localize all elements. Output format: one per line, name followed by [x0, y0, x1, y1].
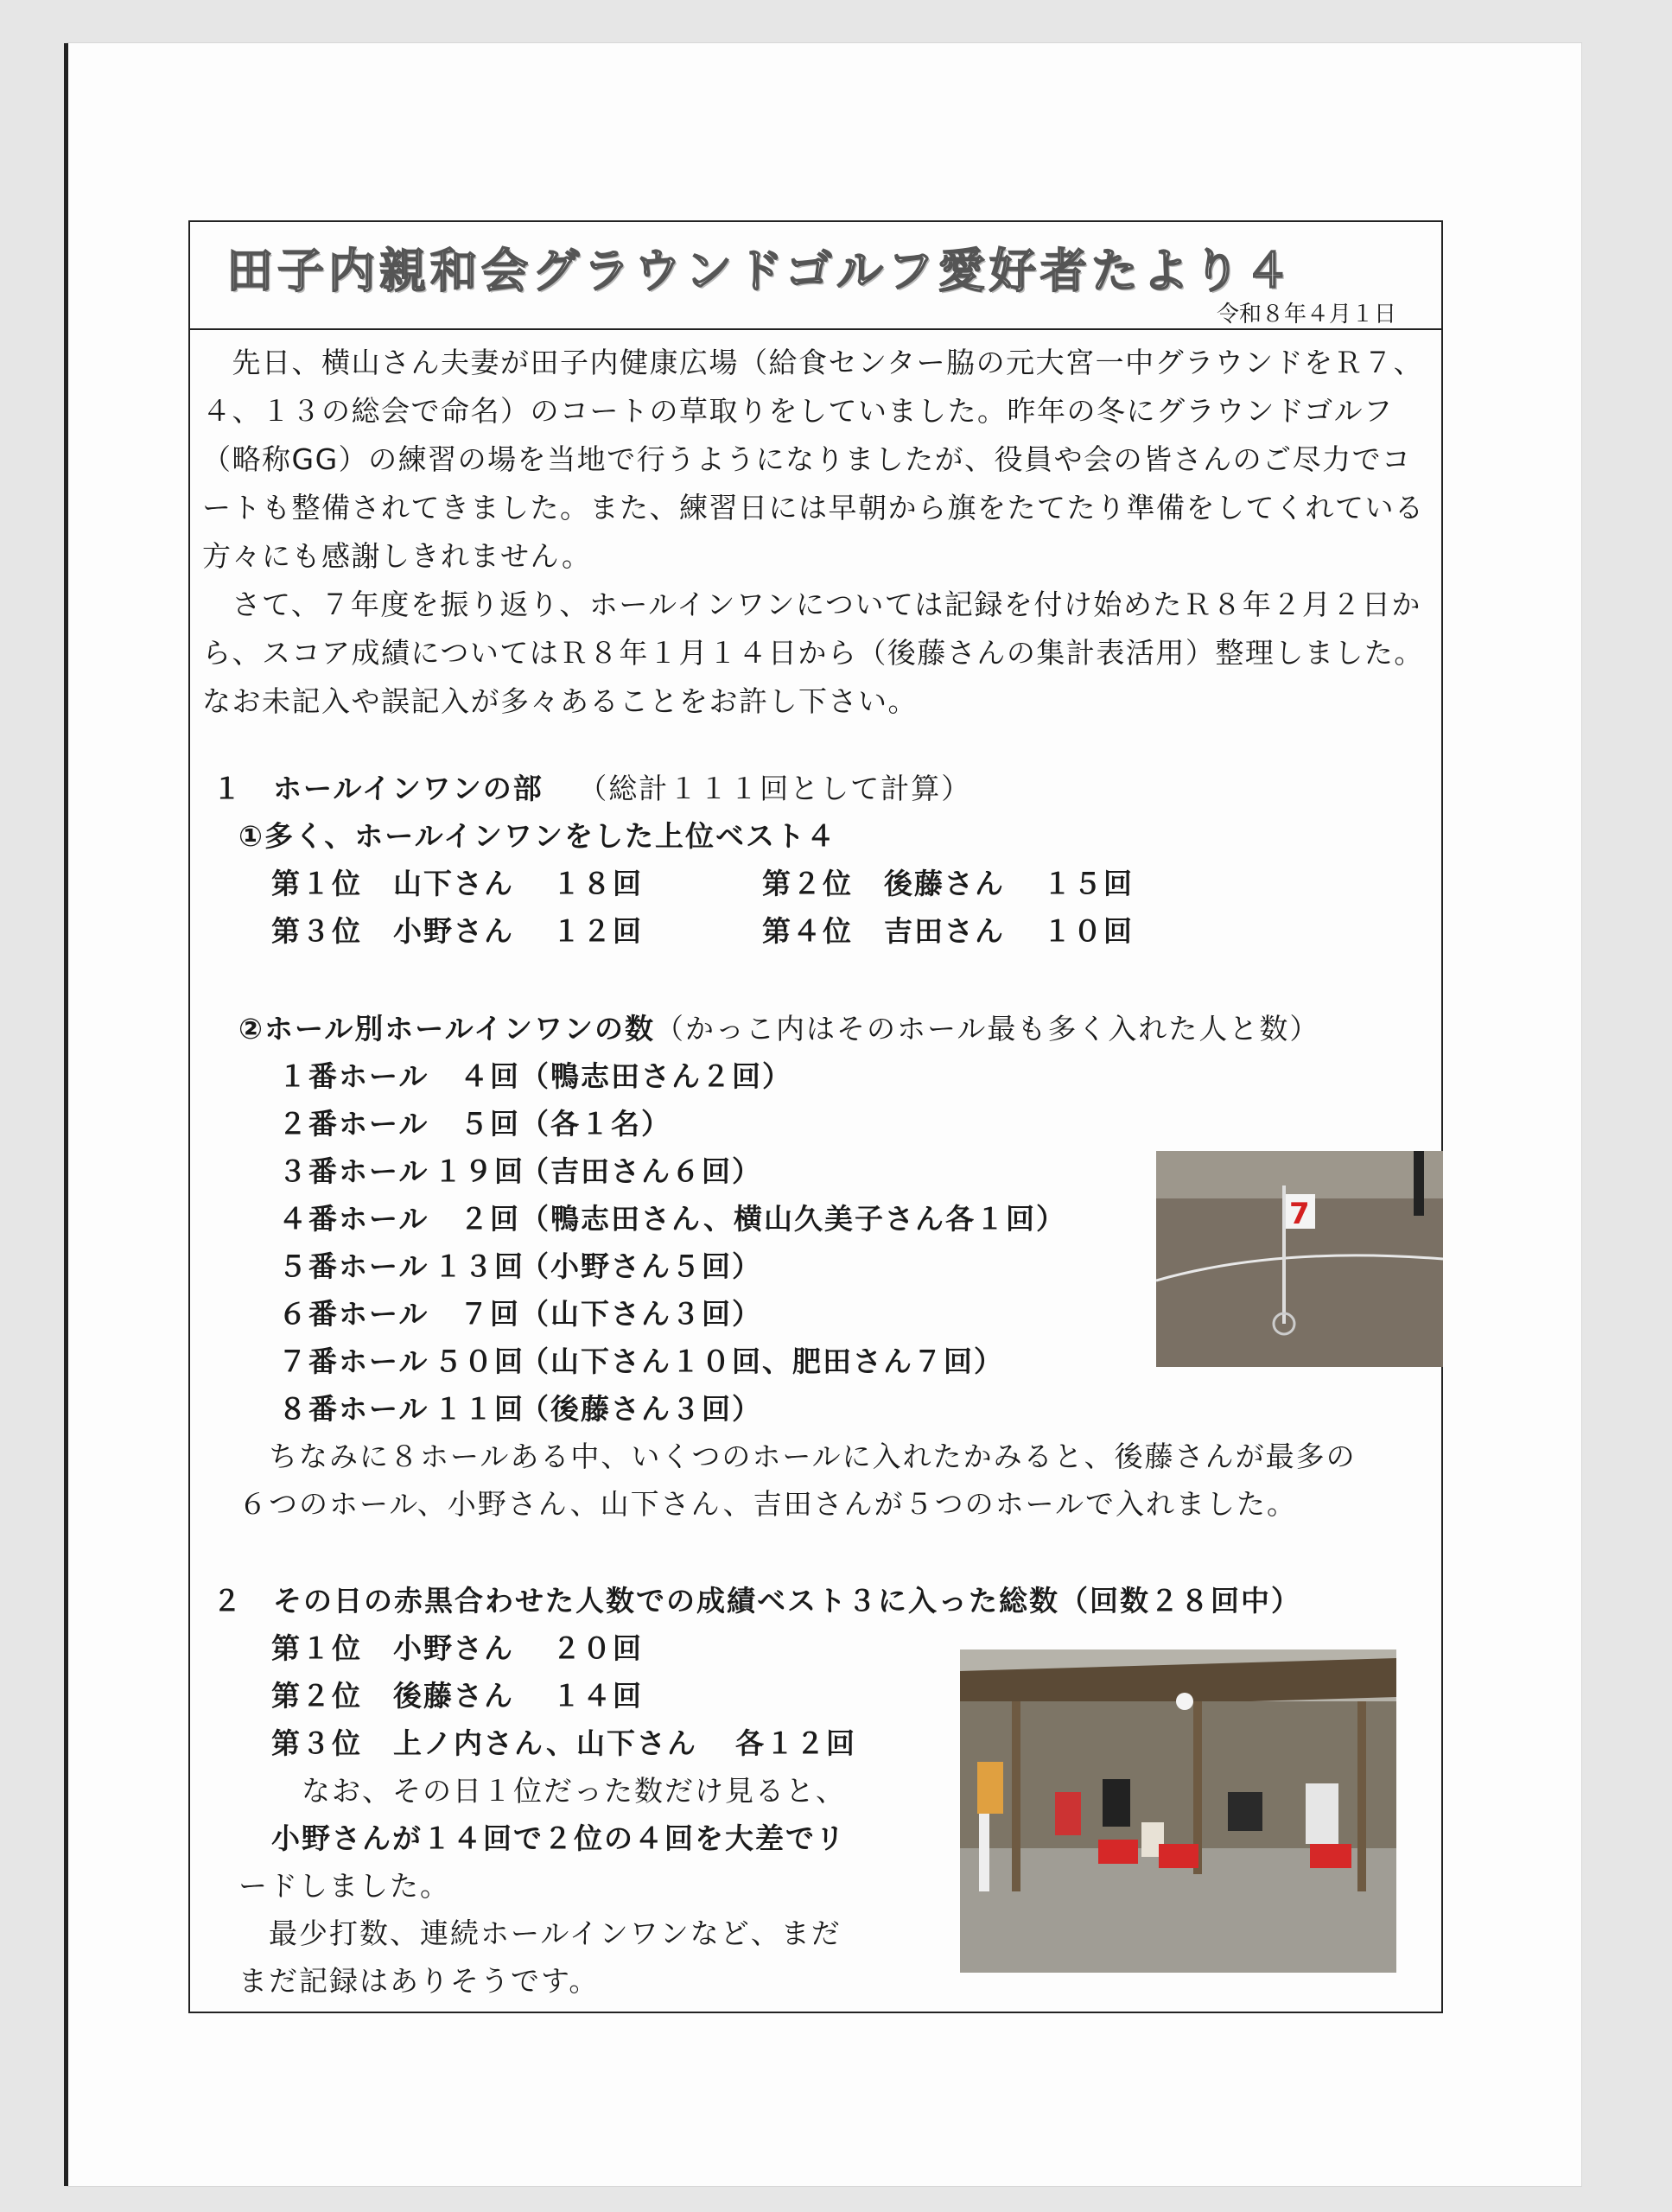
section1-summary-1: ちなみに８ホールある中、いくつのホールに入れたかみると、後藤さんが最多の: [238, 1440, 1357, 1473]
section2-note-1: なお、その日１位だった数だけ見ると、: [271, 1774, 846, 1808]
section1-sub2: ②ホール別ホールインワンの数: [238, 1012, 655, 1046]
rank-name: 小野さん: [393, 914, 514, 948]
rank-label: 第２位: [762, 867, 853, 900]
rank-count: １８回: [552, 867, 643, 900]
intro-paragraph-1: 先日、横山さん夫妻が田子内健康広場（給食センター脇の元大宮一中グラウンドをＲ７、４、１３の総会で命名）のコートの草取りをしていました。昨年の冬にグラウンドゴルフ（略称GG）の練習の場を当地で行うようになりましたが、役員や会の皆さんのご尽力でコートも整備されてきました。また、練習日には早朝から旗をたてたり準備をしてくれている方々にも感謝しきれません。: [202, 346, 1425, 573]
section2-heading: ２ その日の赤黒合わせた人数での成績ベスト３に入った総数（回数２８回中）: [213, 1584, 1301, 1618]
rank-name: 吉田さん: [884, 914, 1005, 948]
hio-rank-4: [762, 909, 1134, 950]
hole-row: ６番ホール ７回（山下さん３回）: [278, 1297, 762, 1331]
shelter-illustration: [960, 1649, 1396, 1973]
hole-row: ５番ホール １３回（小野さん５回）: [278, 1249, 762, 1283]
score-rank-1: 第１位 小野さん ２０回: [271, 1631, 643, 1665]
hole-row: ４番ホール ２回（鴨志田さん、横山久美子さん各１回）: [278, 1202, 1066, 1236]
section2-note-3: ードしました。: [238, 1869, 450, 1903]
rank-count: １５回: [1043, 867, 1134, 900]
section1-note: （総計１１１回として計算）: [578, 772, 972, 805]
section2-note-4: 最少打数、連続ホールインワンなど、まだ: [238, 1916, 842, 1950]
hole-row: ３番ホール １９回（吉田さん６回）: [278, 1154, 762, 1188]
hio-rank-2: [762, 861, 1134, 902]
section2-note-5: まだ記録はありそうです。: [238, 1964, 600, 1998]
score-rank-3: 第３位 上ノ内さん、山下さん 各１２回: [271, 1726, 856, 1760]
hio-rank-1: [271, 861, 643, 902]
rank-name: 後藤さん: [884, 867, 1005, 900]
newsletter-frame: [188, 220, 1443, 2013]
hole-row: １番ホール ４回（鴨志田さん２回）: [278, 1059, 792, 1093]
flag-number: 7: [1289, 1197, 1310, 1231]
section1-sub2-note: （かっこ内はそのホール最も多く入れた人と数）: [654, 1012, 1320, 1046]
title-box: [190, 222, 1441, 330]
section1-heading-row: [213, 766, 971, 807]
hole-flag-photo: [1156, 1151, 1443, 1367]
rank-count: １２回: [552, 914, 643, 948]
rank-label: 第３位: [271, 914, 362, 948]
rank-count: １０回: [1043, 914, 1134, 948]
section1-sub2-row: [238, 1007, 1319, 1047]
group-shelter-photo: [960, 1649, 1396, 1973]
hole-flag-illustration: [1156, 1151, 1443, 1367]
rank-label: 第４位: [762, 914, 853, 948]
hole-row: ８番ホール １１回（後藤さん３回）: [278, 1392, 762, 1426]
newsletter-title: 田子内親和会グラウンドゴルフ愛好者たより４: [226, 244, 1295, 298]
issue-date: 令和８年４月１日: [1216, 302, 1396, 327]
intro-paragraph-2: さて、７年度を振り返り、ホールインワンについては記録を付け始めたＲ８年２月２日から、スコア成績についてはＲ８年１月１４日から（後藤さんの集計表活用）整理しました。なお未記入や誤記入が多々あることをお許し下さい。: [202, 588, 1424, 718]
section1-summary-2: ６つのホール、小野さん、山下さん、吉田さんが５つのホールで入れました。: [238, 1487, 1297, 1521]
hio-rank-3: [271, 909, 643, 950]
scan-edge: [64, 43, 68, 2186]
rank-name: 山下さん: [393, 867, 514, 900]
rank-label: 第１位: [271, 867, 362, 900]
hole-row: ７番ホール ５０回（山下さん１０回、肥田さん７回）: [278, 1344, 1004, 1378]
score-rank-2: 第２位 後藤さん １４回: [271, 1679, 643, 1713]
section1-sub1: ①多く、ホールインワンをした上位ベスト４: [238, 819, 836, 853]
section1-heading: １ ホールインワンの部: [213, 772, 544, 805]
hole-row: ２番ホール ５回（各１名）: [278, 1107, 671, 1141]
section2-note-2: 小野さんが１４回で２位の４回を大差でリ: [271, 1821, 846, 1855]
